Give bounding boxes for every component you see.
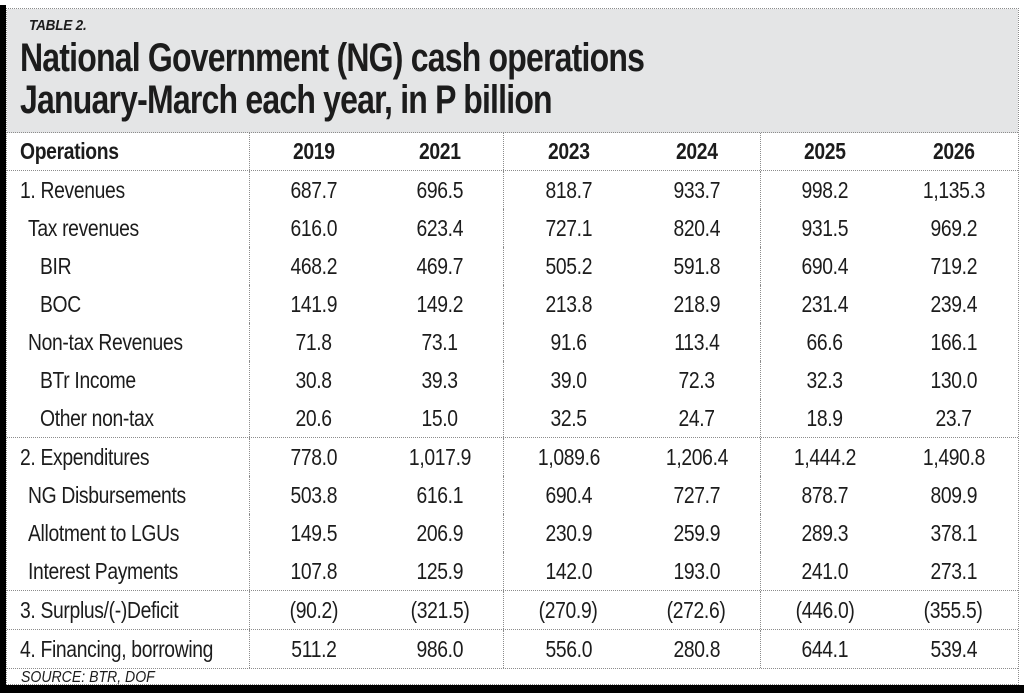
cell-2023: 1,089.6 [537,443,600,470]
cell-2026: 23.7 [935,404,972,431]
cell-2023: 142.0 [545,557,592,584]
table-frame [6,8,1019,685]
cell-2021: 206.9 [377,514,504,552]
row-label: BTr Income [7,361,250,399]
source-row [7,668,1018,687]
table-row [7,171,1018,209]
row-label: BIR [7,247,250,285]
cell-2024: 591.8 [633,247,761,285]
cell-2026: 1,135.3 [922,176,985,203]
cell-2019: 71.8 [295,328,332,355]
cell-2021: 696.5 [377,171,504,209]
column-header-row [7,133,1018,171]
column-header-2019: 2019 [292,138,335,164]
cell-2021: 149.2 [377,285,504,323]
cell-2021: 623.4 [377,209,504,247]
cell-2024: (272.6) [633,591,761,629]
cell-2025: 18.9 [806,404,844,431]
cell-2019: 20.6 [295,404,332,431]
cell-2024: 933.7 [633,171,761,209]
source-text: SOURCE: BTR, DOF [21,669,155,686]
row-label: 2. Expenditures [7,438,250,476]
cell-2023: 556.0 [545,635,592,662]
cell-2021: 125.9 [377,552,504,590]
cell-2026: 969.2 [930,214,977,241]
row-label: BOC [7,285,250,323]
cell-2025: 241.0 [801,557,849,584]
row-label: 3. Surplus/(-)Deficit [7,591,250,629]
cell-2023: 690.4 [545,481,592,508]
table-body [7,171,1018,668]
cell-2026: 239.4 [930,290,977,317]
cell-2026: 273.1 [930,557,977,584]
table-tag [29,16,1018,35]
column-header-2025: 2025 [804,138,846,164]
cell-2025: 1,444.2 [793,443,857,470]
cell-2019: 468.2 [290,252,337,279]
cell-2025: 998.2 [801,176,849,203]
cell-2024: 727.7 [633,476,761,514]
cell-2021: 1,017.9 [377,438,504,476]
row-label: Non-tax Revenues [7,323,250,361]
cell-2026: 719.2 [930,252,977,279]
row-label: 1. Revenues [7,171,250,209]
cell-2021: 986.0 [377,630,504,668]
cell-2021: 469.7 [377,247,504,285]
cell-2024: 113.4 [633,323,761,361]
row-label: Allotment to LGUs [7,514,250,552]
cell-2019: 30.8 [295,366,332,393]
cell-2026: 378.1 [930,519,977,546]
cell-2023: 505.2 [545,252,592,279]
cell-2024: 1,206.4 [633,438,761,476]
cell-2024: 218.9 [633,285,761,323]
cell-2024: 72.3 [633,361,761,399]
cell-2023: 727.1 [545,214,592,241]
cell-2021: (321.5) [377,591,504,629]
column-header-2026: 2026 [932,138,975,164]
cell-2023: 39.0 [550,366,587,393]
cell-2019: 687.7 [290,176,337,203]
table-row [7,437,1018,476]
cell-2024: 280.8 [633,630,761,668]
row-label: Other non-tax [7,399,250,437]
cell-2019: 778.0 [290,443,337,470]
column-header-operations: Operations [7,133,250,170]
table-row [7,552,1018,590]
cell-2026: 539.4 [930,635,977,662]
cell-2019: 149.5 [290,519,337,546]
cell-2025: 66.6 [806,328,844,355]
cell-2025: (446.0) [795,596,855,623]
cell-2023: 818.7 [545,176,592,203]
table-row [7,285,1018,323]
cell-2025: 690.4 [801,252,849,279]
cell-2021: 73.1 [377,323,504,361]
row-label: NG Disbursements [7,476,250,514]
cell-2021: 39.3 [377,361,504,399]
cell-2024: 820.4 [633,209,761,247]
cell-2025: 878.7 [801,481,849,508]
cell-2019: 503.8 [290,481,337,508]
cell-2023: 32.5 [550,404,587,431]
table-row [7,629,1018,668]
table-title-line2: January-March each year, in P billion [20,78,552,122]
cell-2019: (90.2) [289,596,338,623]
row-label: Interest Payments [7,552,250,590]
cell-2023: 213.8 [545,290,592,317]
table-row [7,323,1018,361]
table-row [7,476,1018,514]
cell-2025: 644.1 [801,635,849,662]
cell-2023: 91.6 [550,328,587,355]
cell-2023: (270.9) [539,596,598,623]
table-header [7,9,1018,133]
cell-2026: (355.5) [924,596,983,623]
cell-2026: 809.9 [930,481,977,508]
cell-2025: 32.3 [806,366,844,393]
table-row [7,514,1018,552]
cell-2021: 15.0 [377,399,504,437]
cell-2026: 1,490.8 [922,443,985,470]
cell-2026: 166.1 [930,328,977,355]
table-row [7,399,1018,437]
cell-2024: 24.7 [633,399,761,437]
cell-2026: 130.0 [930,366,977,393]
table-row [7,590,1018,629]
cell-2023: 230.9 [545,519,592,546]
table-tag-text: TABLE 2. [29,17,87,34]
page-title [20,37,1018,121]
table-row [7,209,1018,247]
table-title-line1: National Government (NG) cash operations [20,36,645,80]
column-header-2024: 2024 [633,133,761,170]
column-header-2023: 2023 [547,138,590,164]
cell-2019: 107.8 [290,557,337,584]
cell-2019: 141.9 [290,290,337,317]
cell-2025: 931.5 [801,214,849,241]
cell-2024: 193.0 [633,552,761,590]
cell-2019: 511.2 [290,635,337,662]
cell-2024: 259.9 [633,514,761,552]
cell-2025: 231.4 [801,290,849,317]
row-label: Tax revenues [7,209,250,247]
cell-2021: 616.1 [377,476,504,514]
cell-2025: 289.3 [801,519,849,546]
cell-2019: 616.0 [290,214,337,241]
column-header-2021: 2021 [377,133,504,170]
row-label: 4. Financing, borrowing [7,630,250,668]
table-row [7,361,1018,399]
table-row [7,247,1018,285]
